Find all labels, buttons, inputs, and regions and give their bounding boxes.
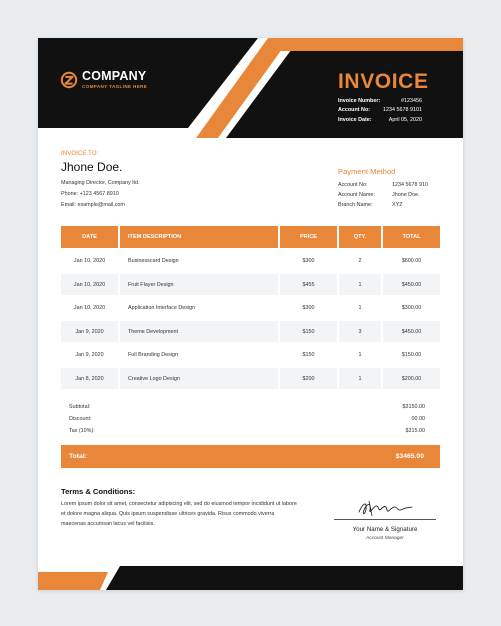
payment-label: Account No: [338,182,368,188]
header-price: PRICE [280,226,337,248]
meta-label: Invoice Number: [338,97,381,104]
signature-name: Your Name & Signature [352,526,418,533]
grand-total-value: $3465.00 [395,453,424,460]
cell-description: Full Branding Design [128,352,179,358]
payment-row [338,190,438,200]
cell-date: Jan 10, 2020 [73,305,106,311]
cell-date: Jan 10, 2020 [73,258,106,264]
invoice-title: INVOICE [338,70,429,93]
header-qty: QTY. [339,226,381,248]
invoice-meta [338,96,422,125]
payment-row [338,200,438,210]
header-date: DATE [61,226,118,248]
invoice-number-row [338,96,422,106]
grand-total-bar [61,445,440,468]
totals-summary [69,401,425,437]
signature-line [334,519,436,520]
table-row [61,321,440,342]
payment-row [338,180,438,190]
cell-description: Theme Development [120,321,278,342]
totals-value: $3150.00 [402,404,425,410]
cell-qty: 3 [339,321,381,342]
cell-qty: 1 [358,305,362,311]
cell-total: $200.00 [383,368,440,389]
cell-total: $450.00 [383,321,440,342]
signature-role: Account Manager [366,536,404,541]
table-row [61,368,440,389]
company-name: COMPANY [82,69,147,83]
meta-value: April 05, 2020 [388,116,422,123]
payment-value: 1234 5678 910 [392,182,428,188]
invoice-sheet [38,38,463,590]
client-name: Jhone Doe. [61,160,123,174]
table-row [61,298,440,319]
meta-value: #123456 [401,97,422,104]
meta-label: Invoice Date: [338,116,372,123]
tax-row [69,425,425,437]
terms-title: Terms & Conditions: [61,487,136,496]
meta-value: 1234 5678 9101 [383,107,422,114]
cell-description: Fruit Flayer Design [120,274,278,295]
cell-price: $150 [280,321,337,342]
payment-value: XYZ [392,202,403,208]
cell-qty: 1 [358,352,362,358]
cell-description: Creative Logo Design [120,368,278,389]
header-total: TOTAL [383,226,440,248]
cell-total: $600.00 [401,258,422,264]
cell-price: $200 [280,368,337,389]
cell-total: $300.00 [401,305,422,311]
discount-row [69,413,425,425]
cell-description: Application Interface Design [128,305,196,311]
table-row [61,345,440,366]
invoice-to-label: INVOICE TO: [61,150,99,157]
footer-banner [38,566,463,590]
payment-label: Account Name: [338,192,375,198]
client-email: Email: example@mail.com [61,202,125,208]
header-description: ITEM DESCRIPTION [120,226,278,248]
meta-label: Account No: [338,107,371,114]
cell-qty: 1 [339,368,381,389]
totals-value: 00.00 [411,416,425,422]
grand-total-label: Total: [69,453,87,460]
cell-qty: 2 [358,258,362,264]
totals-label: Discount: [69,416,92,422]
handwritten-signature [353,497,417,519]
client-phone: Phone: +123 4567 8910 [61,191,119,197]
cell-price: $300 [302,258,315,264]
totals-label: Subtotal: [69,404,91,410]
signature-block [330,497,440,541]
client-details [61,178,140,211]
payment-method-title: Payment Method [338,167,396,176]
cell-price: $455 [280,274,337,295]
subtotal-row [69,401,425,413]
terms-text: Lorem ipsum dolor sit amet, consectetur adipiscing elit, sed do eiusmod tempor incididunt ut labore et dolore magna aliqua. Quis ipsum suspendisse ultrices gravida. Risus commodo viverra maecenas accumsan lacus vel facilisis. [61,501,297,527]
cell-date: Jan 9, 2020 [75,352,104,358]
cell-price: $300 [302,305,315,311]
cell-date: Jan 10, 2020 [61,274,118,295]
totals-value: $315.00 [405,428,425,434]
table-row [61,274,440,295]
totals-label: Tax (10%): [69,428,95,434]
cell-qty: 1 [339,274,381,295]
client-title: Managing Director, Company ltd. [61,180,140,186]
cell-date: Jan 9, 2020 [61,321,118,342]
cell-price: $150 [302,352,315,358]
z-logo-icon [60,71,78,89]
cell-description: Businesscard Design [128,258,179,264]
company-logo [60,70,147,89]
account-number-row [338,106,422,116]
cell-date: Jan 8, 2020 [61,368,118,389]
cell-total: $150.00 [401,352,422,358]
table-header [61,226,440,248]
company-tagline: COMPANY TAGLINE HERE [82,84,148,89]
items-table [61,226,440,389]
payment-value: Jhone Doe. [392,192,420,198]
table-row [61,251,440,272]
payment-details [338,180,438,210]
cell-total: $450.00 [383,274,440,295]
payment-label: Branch Name: [338,202,373,208]
invoice-date-row [338,115,422,125]
